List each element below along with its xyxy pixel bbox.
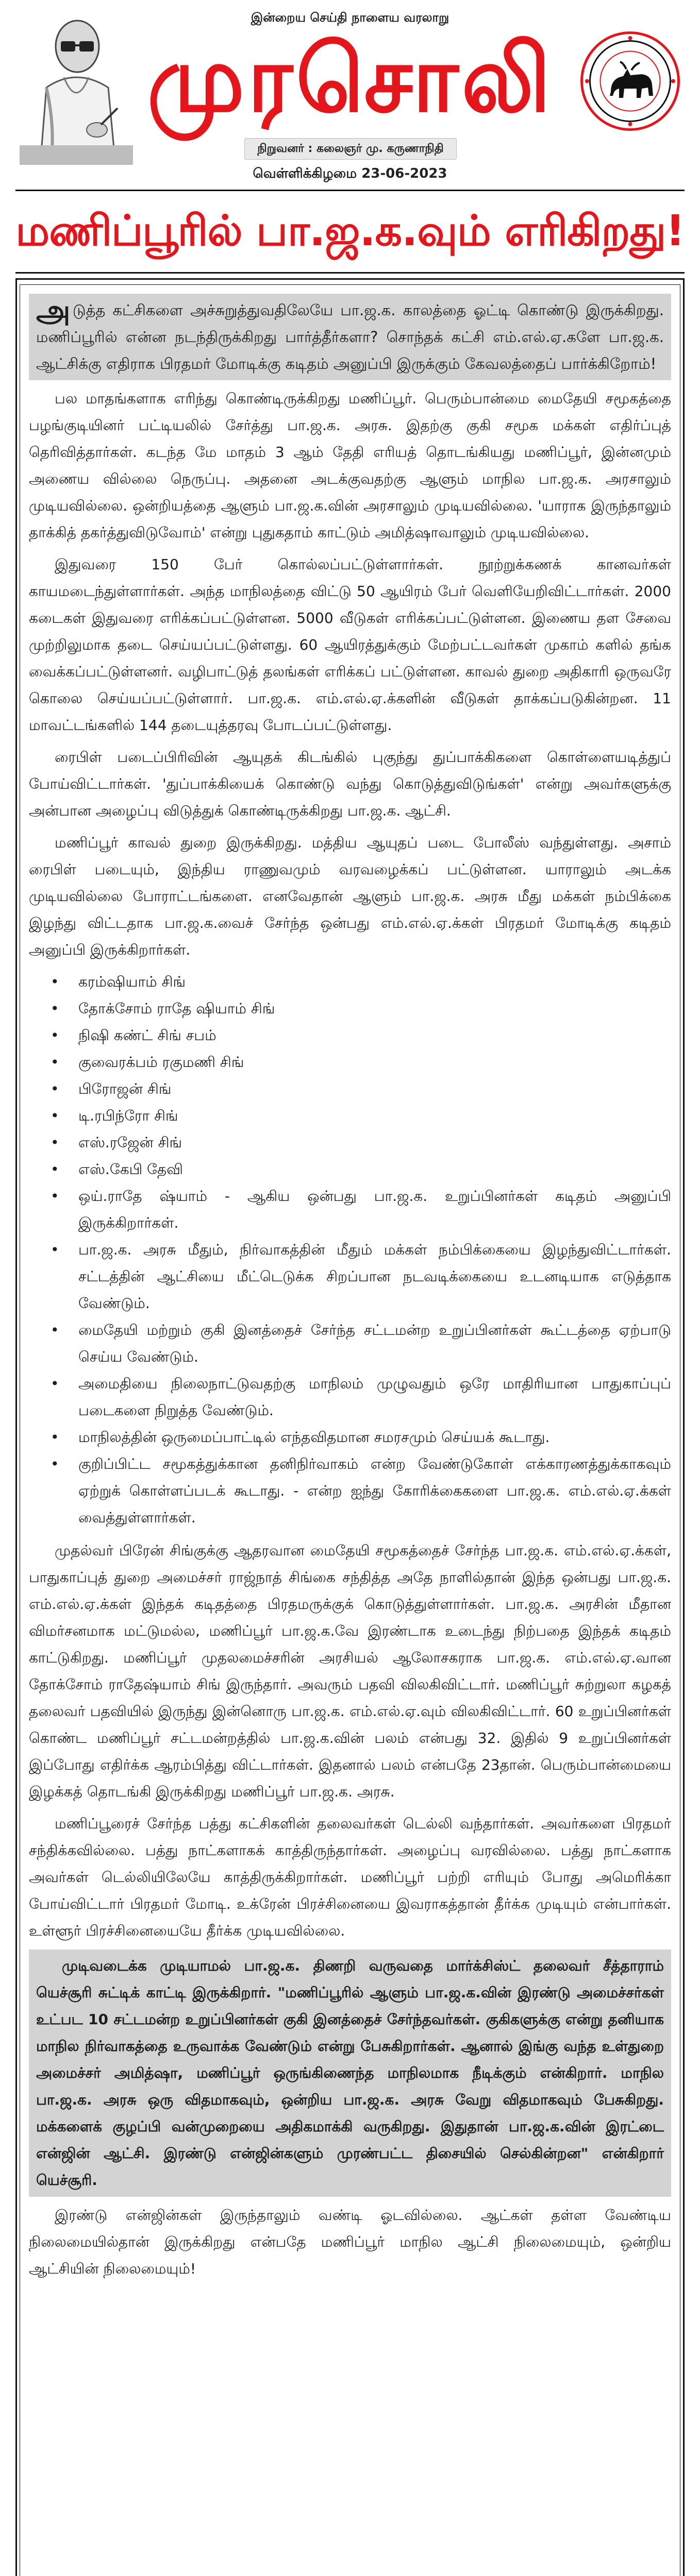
bullet-icon: •	[51, 1188, 59, 1205]
newspaper-logo: முரசொலி	[147, 25, 554, 133]
bullet-icon: •	[51, 1455, 59, 1472]
list-item: • எஸ்.ரஜேன் சிங்	[29, 1129, 671, 1156]
editorial-article	[29, 294, 671, 2287]
list-item: • கரம்ஷியாம் சிங்	[29, 969, 671, 995]
list-item: • நிஷி கண்ட் சிங் சபம்	[29, 1022, 671, 1049]
article-paragraph: பல மாதங்களாக எரிந்து கொண்டிருக்கிறது மணிப்பூர். பெரும்பான்மை மைதேயி சமூகத்தை பழங்குடியினர் பட்டியலில் சேர்த்து பா.ஜ.க. அரசு. இதற்கு குகி சமூக மக்கள் எதிர்ப்புத் தெரிவித்தார்கள். கடந்த மே மாதம் 3 ஆம் தேதி எரியத் தொடங்கியது மணிப்பூர், இன்னமும் அணைய வில்லை நெருப்பு. அதனை அடக்குவதற்கு ஆளும் மாநில பா.ஜ.க. அரசாலும் முடியவில்லை. ஒன்றியத்தை ஆளும் பா.ஜ.க.வின் அரசாலும் முடியவில்லை. 'யாராக இருந்தாலும் தாக்கித் தகர்த்துவிடுவோம்' என்று புதுகதாம் காட்டும் அமித்ஷாவாலும் முடியவில்லை.	[29, 390, 671, 541]
closing-paragraph: இரண்டு என்ஜின்கள் இருந்தாலும் வண்டி ஓடவில்லை. ஆட்கள் தள்ள வேண்டிய நிலைமையில்தான் இருக்கிறது என்பதே மணிப்பூர் மாநில ஆட்சி நிலைமையும், ஒன்றிய ஆட்சியின் நிலைமையும்!	[29, 2207, 671, 2277]
edition-date: வெள்ளிக்கிழமை 23-06-2023	[253, 166, 447, 181]
list-item: • எஸ்.கேபி தேவி	[29, 1156, 671, 1183]
founder-label: நிறுவனர் : கலைஞர் மு. கருணாநிதி	[244, 138, 457, 160]
list-item: • குறிப்பிட்ட சமூகத்துக்கான தனிநிர்வாகம் என்ற வேண்டுகோள் எக்காரணத்துக்காகவும் ஏற்றுக் கொள்ளப்படக் கூடாது. - என்ற ஐந்து கோரிக்கைகளை பா.ஜ.க. எம்.எல்.ஏ.க்கள் வைத்துள்ளார்கள்.	[29, 1451, 671, 1531]
list-item: • தோக்சோம் ராதே ஷியாம் சிங்	[29, 995, 671, 1022]
list-item: • மாநிலத்தின் ஒருமைப்பாட்டில் எந்தவிதமான சமரசமும் செய்யக் கூடாது.	[29, 1424, 671, 1451]
bullet-icon: •	[51, 1321, 59, 1338]
bullet-icon: •	[51, 1375, 59, 1392]
lead-text: டுத்த கட்சிகளை அச்சுறுத்துவதிலேயே பா.ஜ.க. காலத்தை ஓட்டி கொண்டு இருக்கிறது. மணிப்பூரில் என்ன நடந்திருக்கிறது பார்த்தீர்களா? சொந்தக் கட்சி எம்.எல்.ஏ.களே பா.ஜ.க. ஆட்சிக்கு எதிராக பிரதமர் மோடிக்கு கடிதம் அனுப்பி இருக்கும் கேவலத்தைப் பார்க்கிறோம்!	[36, 301, 664, 372]
headline-rule-top	[15, 190, 685, 191]
article-paragraph: ரைபிள் படைப்பிரிவின் ஆயுதக் கிடங்கில் புகுந்து துப்பாக்கிகளை கொள்ளையடித்துப் போய்விட்டார்கள். 'துப்பாக்கியைக் கொண்டு வந்து கொடுத்துவிடுங்கள்' என்று அவர்களுக்கு அன்பான அழைப்பு விடுத்துக் கொண்டிருக்கிறது பா.ஜ.க. ஆட்சி.	[29, 749, 671, 819]
mla-list	[29, 969, 671, 1531]
list-item: • மைதேயி மற்றும் குகி இனத்தைச் சேர்ந்த சட்டமன்ற உறுப்பினர்கள் கூட்டத்தை ஏற்பாடு செய்ய வேண்டும்.	[29, 1317, 671, 1370]
list-item: • டி.ரபிந்ரோ சிங்	[29, 1103, 671, 1129]
drop-cap: அ	[36, 293, 71, 329]
list-item: • ஒய்.ராதே ஷ்யாம் - ஆகிய ஒன்பது பா.ஜ.க. உறுப்பினர்கள் கடிதம் அனுப்பி இருக்கிறார்கள்.	[29, 1183, 671, 1236]
founder-portrait-icon	[20, 10, 133, 165]
bullet-icon: •	[51, 1000, 59, 1017]
list-item: • பா.ஜ.க. அரசு மீதும், நிர்வாகத்தின் மீதும் மக்கள் நம்பிக்கையை இழந்துவிட்டார்கள். சட்டத்தின் ஆட்சியை மீட்டெடுக்க சிறப்பான நடவடிக்கையை உடனடியாக எடுத்தாக வேண்டும்.	[29, 1236, 671, 1317]
article-paragraph: இதுவரை 150 பேர் கொல்லப்பட்டுள்ளார்கள். நூற்றுக்கணக் கானவர்கள் காயமடைந்துள்ளார்கள். அந்த மாநிலத்தை விட்டு 50 ஆயிரம் பேர் வெளியேறிவிட்டார்கள். 2000 கடைகள் இதுவரை எரிக்கப்பட்டுள்ளன. 5000 வீடுகள் எரிக்கப்பட்டுள்ளன. இணைய தள சேவை முற்றிலுமாக தடை செய்யப்பட்டுள்ளது. 60 ஆயிரத்துக்கும் மேற்பட்டவர்கள் முகாம் களில் தங்க வைக்கப்பட்டுள்ளனர். வழிபாட்டுத் தலங்கள் எரிக்கப் பட்டுள்ளன. காவல் துறை அதிகாரி ஒருவரே கொலை செய்யப்பட்டுள்ளார். பா.ஜ.க. எம்.எல்.ஏ.க்களின் வீடுகள் தாக்கப்படுகின்றன. 11 மாவட்டங்களில் 144 தடையுத்தரவு போடப்பட்டுள்ளது.	[29, 556, 671, 734]
headline-rule-bottom	[15, 272, 685, 274]
bullet-icon: •	[51, 1134, 59, 1151]
bullet-icon: •	[51, 1027, 59, 1044]
rising-sun-bull-seal-icon	[580, 31, 680, 131]
bullet-icon: •	[51, 1054, 59, 1071]
highlighted-quote: முடிவடைக்க முடியாமல் பா.ஜ.க. திணறி வருவதை மார்க்சிஸ்ட் தலைவர் சீத்தாராம் யெச்சூரி சுட்டிக் காட்டி இருக்கிறார். "மணிப்பூரில் ஆளும் பா.ஜ.க.வின் இரண்டு அமைச்சர்கள் உட்பட 10 சட்டமன்ற உறுப்பினர்கள் குகி இனத்தைச் சேர்ந்தவர்கள். குகிகளுக்கு என்று தனியாக மாநில நிர்வாகத்தை உருவாக்க வேண்டும் என்று பேசுகிறார்கள். ஆனால் இங்கு வந்த உள்துறை அமைச்சர் அமித்ஷா, மணிப்பூர் ஒருங்கிணைந்த மாநிலமாக நீடிக்கும் என்கிறார். மாநில பா.ஜ.க. அரசு ஒரு விதமாகவும், ஒன்றிய பா.ஜ.க. அரசு வேறு விதமாகவும் பேசுகிறது. மக்களைக் குழப்பி வன்முறையை அதிகமாக்கி வருகிறது. இதுதான் பா.ஜ.க.வின் இரட்டை என்ஜின் ஆட்சி. இரண்டு என்ஜின்களும் முரண்பட்ட திசையில் செல்கின்றன" என்கிறார் யெச்சூரி.	[29, 1950, 671, 2197]
article-paragraph: மணிப்பூரைச் சேர்ந்த பத்து கட்சிகளின் தலைவர்கள் டெல்லி வந்தார்கள். அவர்களை பிரதமர் சந்திக்கவில்லை. பத்து நாட்களாகக் காத்திருந்தார்கள். அழைப்பு வரவில்லை. பத்து நாட்களாக அவர்கள் டெல்லியிலேயே காத்திருக்கிறார்கள். மணிப்பூர் பற்றி எரியும் போது அமெரிக்கா போய்விட்டார் பிரதமர் மோடி. உக்ரேன் பிரச்சினையை இவராகத்தான் தீர்க்க முடியும் என்பார்கள். உள்ளூர் பிரச்சினையையே தீர்க்க முடியவில்லை.	[29, 1815, 671, 1939]
masthead	[0, 0, 700, 185]
article-paragraph: மணிப்பூர் காவல் துறை இருக்கிறது. மத்திய ஆயுதப் படை போலீஸ் வந்துள்ளது. அசாம் ரைபிள் படையும், இந்திய ராணுவமும் வரவழைக்கப் பட்டுள்ளன. யாராலும் அடக்க முடியவில்லை போராட்டங்களை. எனவேதான் ஆளும் பா.ஜ.க. அரசு மீது மக்கள் நம்பிக்கை இழந்து விட்டதாக பா.ஜ.க.வைச் சேர்ந்த ஒன்பது எம்.எல்.ஏ.க்கள் பிரதமர் மோடிக்கு கடிதம் அனுப்பி இருக்கிறார்கள்.	[29, 834, 671, 958]
lead-paragraph	[29, 294, 671, 380]
bullet-icon: •	[51, 1080, 59, 1097]
bullet-icon: •	[51, 1161, 59, 1178]
bullet-icon: •	[51, 1429, 59, 1446]
list-item: • பிரோஜன் சிங்	[29, 1076, 671, 1103]
article-paragraph: முதல்வர் பிரேன் சிங்குக்கு ஆதரவான மைதேயி சமூகத்தைச் சேர்ந்த பா.ஜ.க. எம்.எல்.ஏ.க்கள், பாதுகாப்புத் துறை அமைச்சர் ராஜ்நாத் சிங்கை சந்தித்த அதே நாளில்தான் இந்த ஒன்பது பா.ஜ.க. எம்.எல்.ஏ.க்கள் இந்தக் கடிதத்தை பிரதமருக்குக் கொடுத்துள்ளார்கள். பா.ஜ.க. அரசின் மீதான விமர்சனமாக மட்டுமல்ல, மணிப்பூர் பா.ஜ.க.வே இரண்டாக உடைந்து நிற்பதை இந்தக் கடிதம் காட்டுகிறது. மணிப்பூர் முதலமைச்சரின் அரசியல் ஆலோசகராக பா.ஜ.க. எம்.எல்.ஏ.வான தோக்சோம் ராதேஷ்யாம் சிங் இருந்தார். அவரும் பதவி விலகிவிட்டார். மணிப்பூர் சுற்றுலா கழகத் தலைவர் பதவியில் இருந்து இன்னொரு பா.ஜ.க. எம்.எல்.ஏ.வும் விலகிவிட்டார். 60 உறுப்பினர்கள் கொண்ட மணிப்பூர் சட்டமன்றத்தில் பா.ஜ.க.வின் பலம் என்பது 32. இதில் 9 உறுப்பினர்கள் இப்போது எதிர்க்க ஆரம்பித்து விட்டார்கள். இதனால் பலம் என்பதே 23தான். பெரும்பான்மையை இழக்கத் தொடங்கி இருக்கிறது மணிப்பூர் பா.ஜ.க. அரசு.	[29, 1542, 671, 1800]
masthead-tagline: இன்றைய செய்தி நாளைய வரலாறு	[251, 10, 449, 25]
bullet-icon: •	[51, 1107, 59, 1124]
editorial-headline: மணிப்பூரில் பா.ஜ.க.வும் எரிகிறது!	[15, 207, 685, 256]
list-item: • குவைரக்பம் ரகுமணி சிங்	[29, 1049, 671, 1076]
list-item: • அமைதியை நிலைநாட்டுவதற்கு மாநிலம் முழுவதும் ஒரே மாதிரியான பாதுகாப்புப் படைகளை நிறுத்த வேண்டும்.	[29, 1370, 671, 1424]
bullet-icon: •	[51, 973, 59, 990]
bullet-icon: •	[51, 1241, 59, 1258]
